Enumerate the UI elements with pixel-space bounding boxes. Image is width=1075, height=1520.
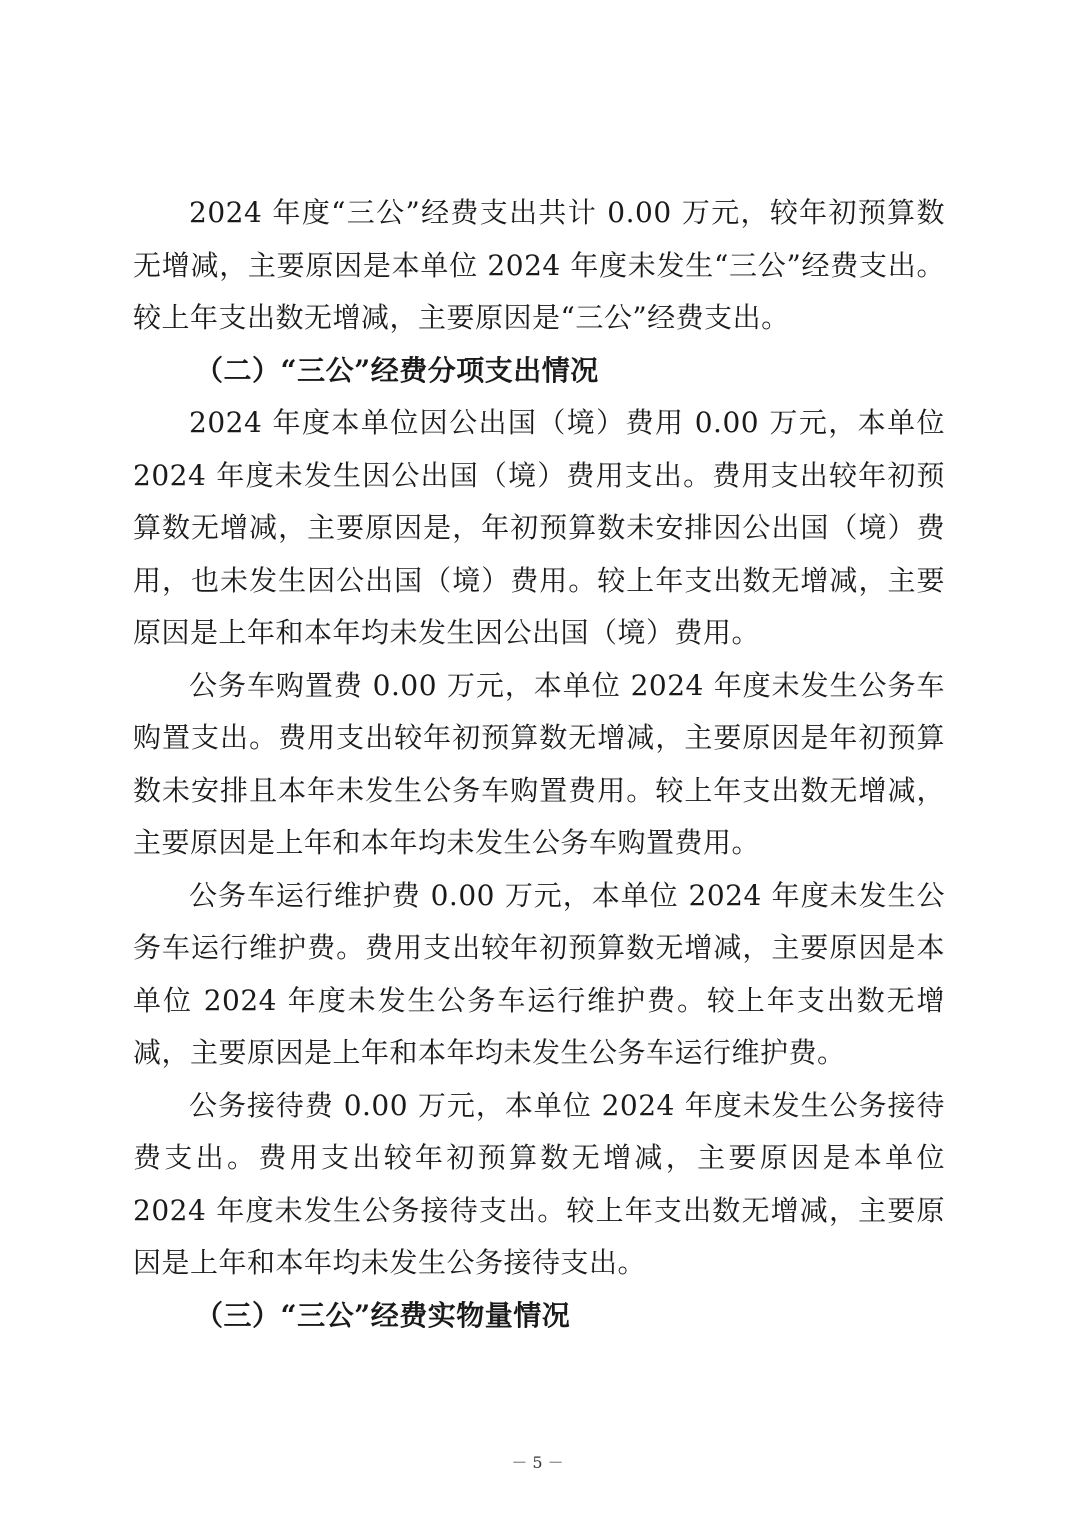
page-number: － 5 － [511,1453,564,1472]
paragraph-reception: 公务接待费 0.00 万元，本单位 2024 年度未发生公务接待费支出。费用支出较年初预算数无增减，主要原因是本单位 2024 年度未发生公务接待支出。较上年支出数无增减，主要原因是上年和本年均未发生公务接待支出。 [133,1088,945,1279]
section-heading-itemized: （二）“三公”经费分项支出情况 [195,353,599,387]
document-body [133,187,945,1342]
section-heading-physical-quantity: （三）“三公”经费实物量情况 [195,1298,571,1332]
paragraph-vehicle-maintenance: 公务车运行维护费 0.00 万元，本单位 2024 年度未发生公务车运行维护费。费用支出较年初预算数无增减，主要原因是本单位 2024 年度未发生公务车运行维护费。较上年支出数无增减，主要原因是上年和本年均未发生公务车运行维护费。 [133,878,945,1069]
paragraph-overseas-travel: 2024 年度本单位因公出国（境）费用 0.00 万元，本单位 2024 年度未发生因公出国（境）费用支出。费用支出较年初预算数无增减，主要原因是，年初预算数未安排因公出国（境）费用，也未发生因公出国（境）费用。较上年支出数无增减，主要原因是上年和本年均未发生因公出国（境）费用。 [133,406,945,649]
paragraph-total-expenditure: 2024 年度“三公”经费支出共计 0.00 万元，较年初预算数无增减，主要原因是本单位 2024 年度未发生“三公”经费支出。较上年支出数无增减，主要原因是“三公”经费支出。 [133,196,945,334]
paragraph-vehicle-purchase: 公务车购置费 0.00 万元，本单位 2024 年度未发生公务车购置支出。费用支出较年初预算数无增减，主要原因是年初预算数未安排且本年未发生公务车购置费用。较上年支出数无增减，主要原因是上年和本年均未发生公务车购置费用。 [133,668,945,859]
